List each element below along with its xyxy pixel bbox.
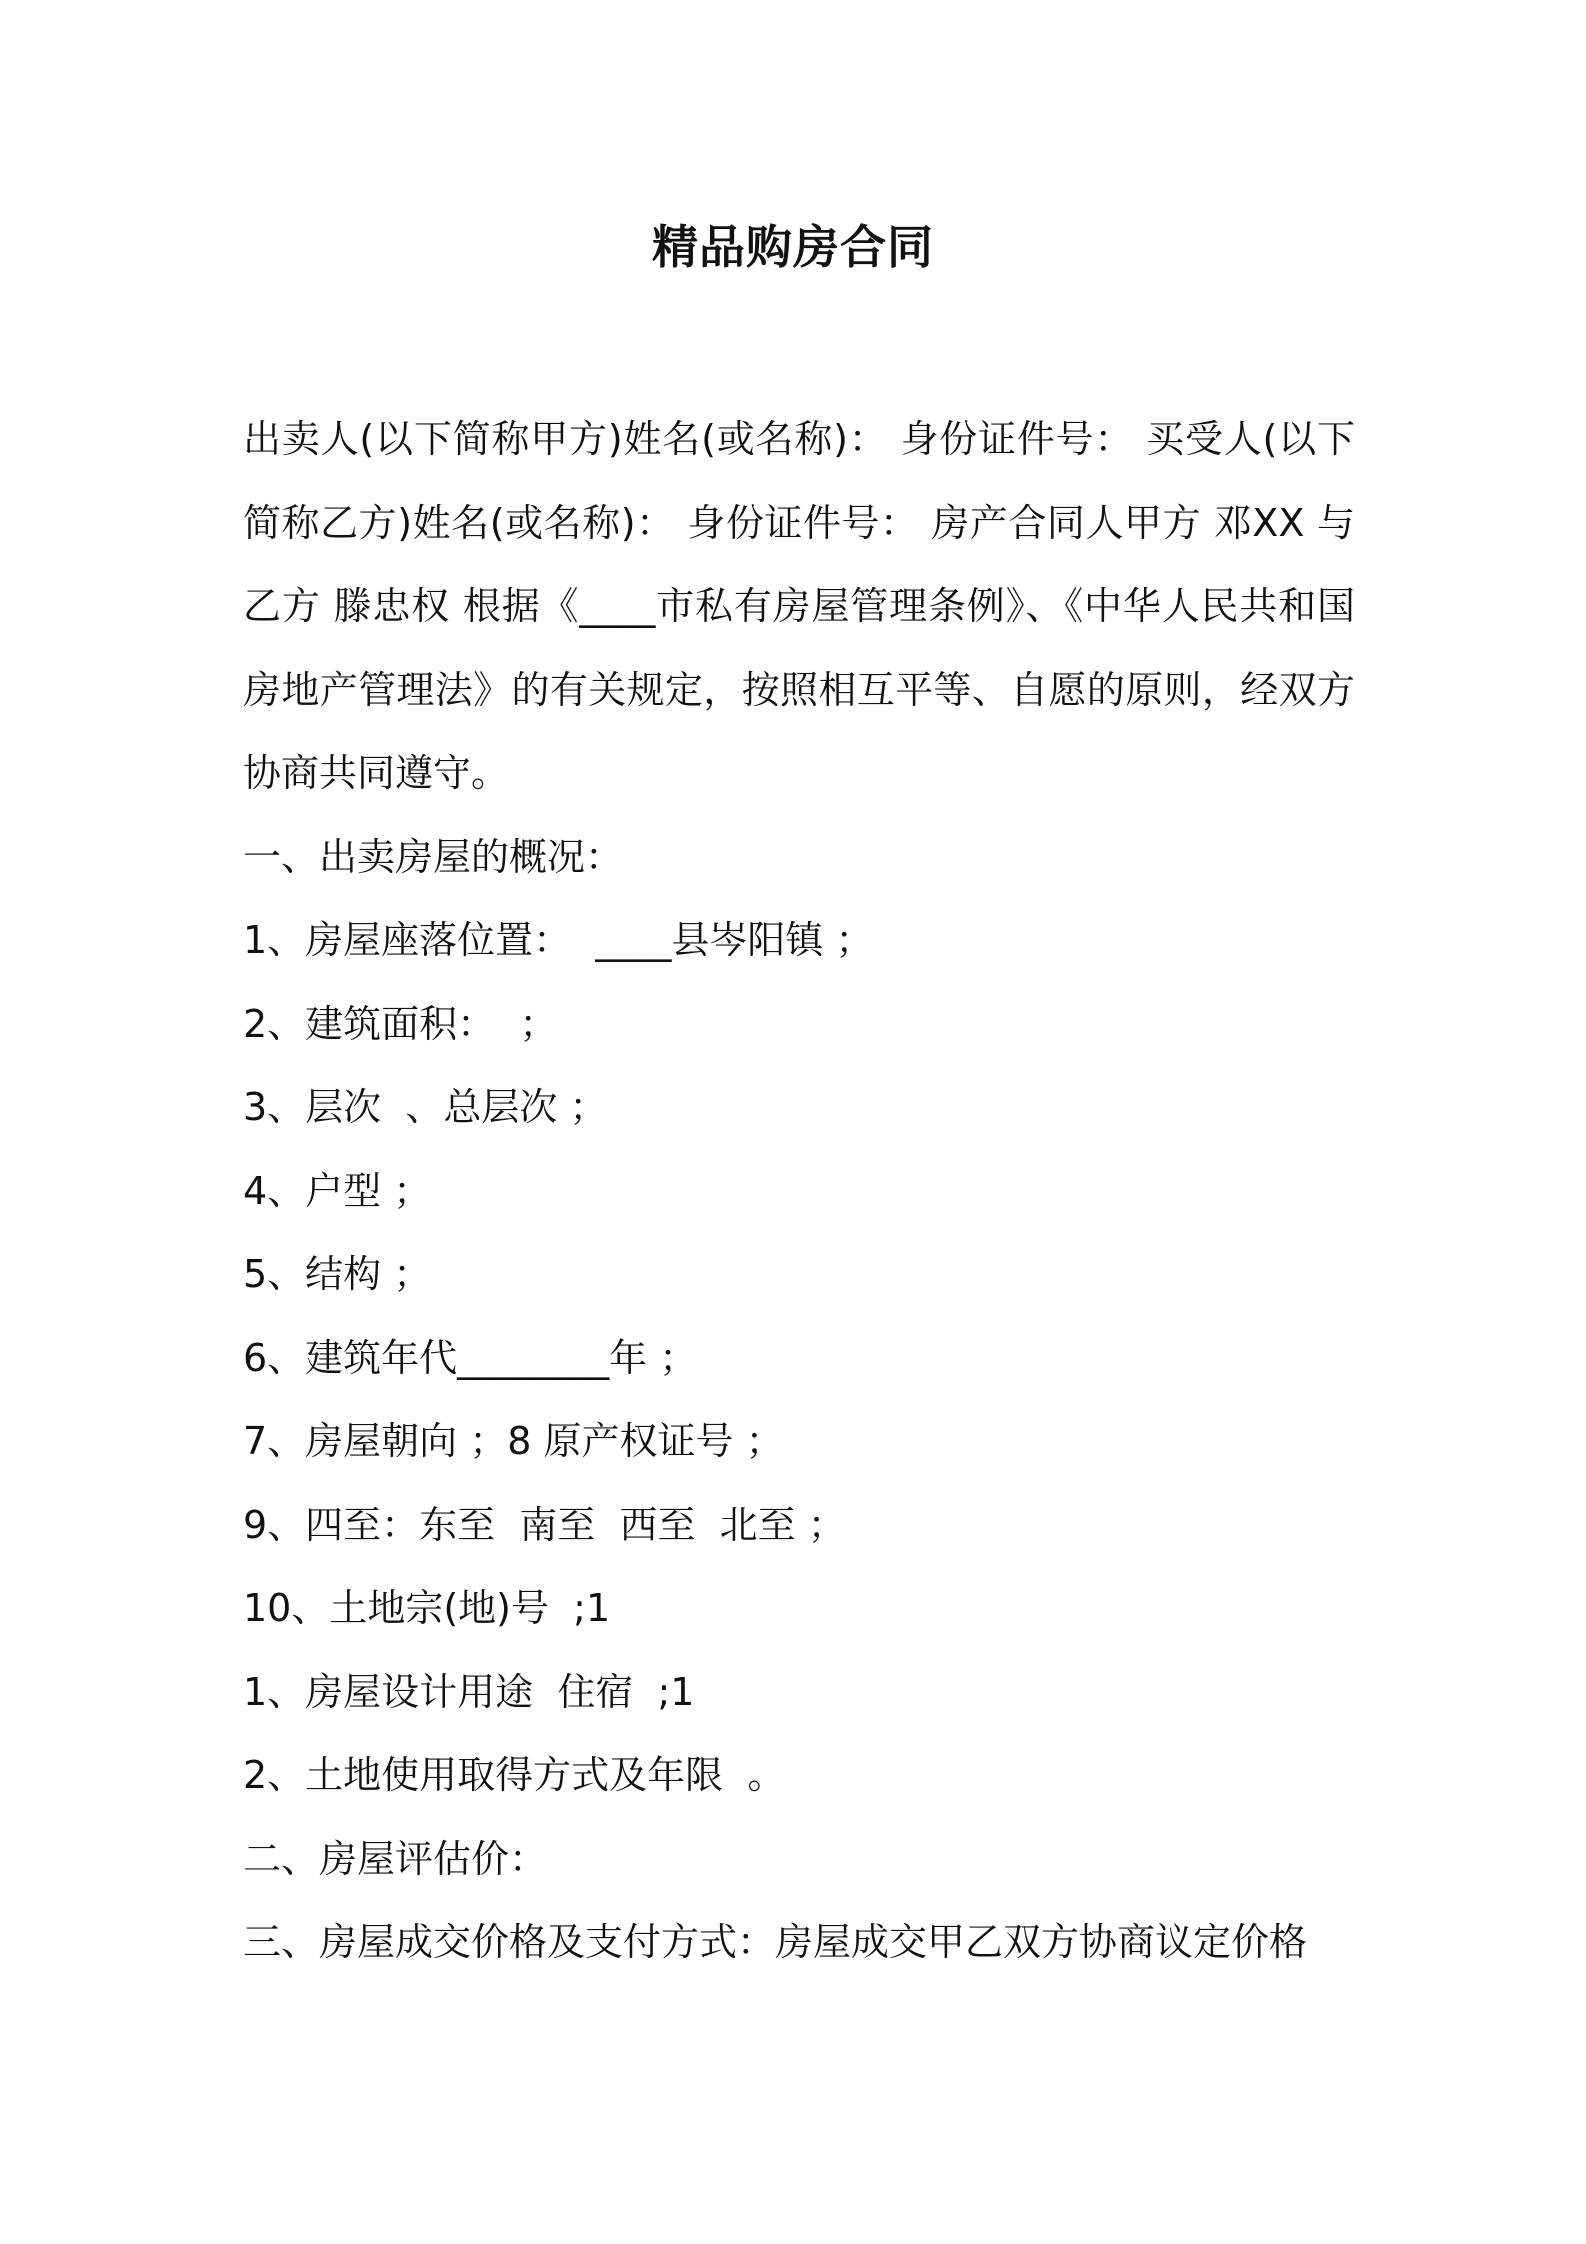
item-orientation: 7、房屋朝向 ；8 原产权证号 ；	[243, 1419, 784, 1463]
item-location: 1、房屋座落位置： ____县岑阳镇 ；	[243, 918, 874, 962]
section-1-heading: 一、出卖房屋的概况：	[243, 834, 624, 879]
item-floor: 3、层次 、总层次 ；	[243, 1085, 608, 1129]
item-structure: 5、结构 ；	[243, 1252, 432, 1296]
item-design-use: 1、房屋设计用途 住宿 ;1	[243, 1669, 695, 1714]
intro-paragraph: 出卖人(以下简称甲方)姓名(或名称)： 身份证件号： 买受人(以下简称乙方)姓名(或名称)： 身份证件号： 房产合同人甲方 邓XX 与乙方 滕忠权 根据《____市私有房屋管理条例》、《中华人民共和国房地产管理法》的有关规定，按照相互平等、自愿的原则，经双方协商共同遵守。	[243, 417, 1355, 795]
item-land-number: 10、土地宗(地)号 ;1	[243, 1586, 611, 1630]
item-land-use: 2、土地使用取得方式及年限 。	[243, 1753, 786, 1797]
item-layout: 4、户型 ；	[243, 1168, 432, 1213]
document-body	[243, 398, 1355, 1985]
section-2-heading: 二、房屋评估价：	[243, 1836, 548, 1881]
item-build-year: 6、建筑年代________年 ；	[243, 1335, 698, 1380]
document-title: 精品购房合同	[652, 220, 934, 274]
section-3-heading: 三、房屋成交价格及支付方式：房屋成交甲乙双方协商议定价格	[243, 1920, 1308, 1964]
item-building-area: 2、建筑面积： ；	[243, 1001, 558, 1046]
item-boundaries: 9、四至：东至 南至 西至 北至 ；	[243, 1502, 846, 1547]
